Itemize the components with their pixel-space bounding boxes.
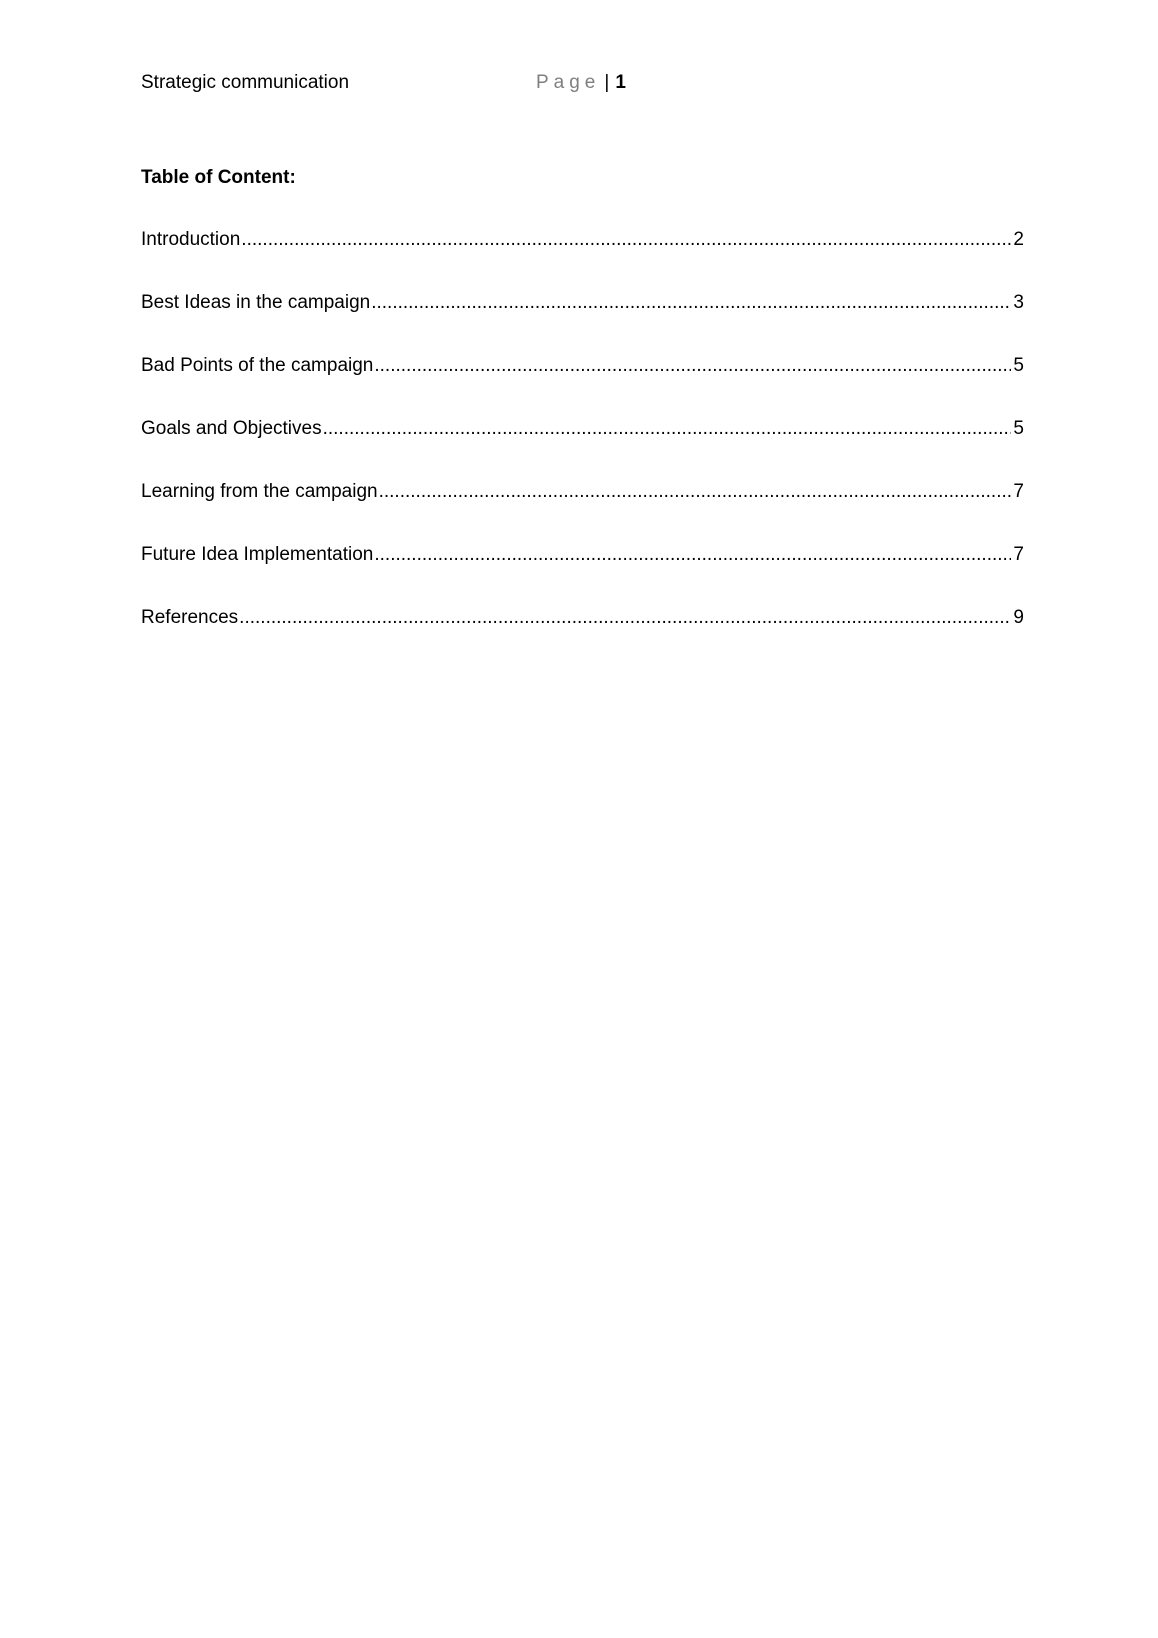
header-page-number: 1 <box>615 72 626 93</box>
toc-entry-label: References <box>141 607 239 628</box>
toc-entry-introduction[interactable] <box>141 226 1024 289</box>
toc-entry-page: 5 <box>1013 418 1024 439</box>
toc-entry-page: 7 <box>1013 481 1024 502</box>
toc-entry-label: Introduction <box>141 229 241 250</box>
toc-entry-page: 9 <box>1013 607 1024 628</box>
toc-dot-leader <box>374 352 1011 380</box>
header-page-indicator <box>536 68 626 98</box>
toc-entry-page: 2 <box>1013 229 1024 250</box>
toc-entry-learning[interactable] <box>141 478 1024 541</box>
toc-entry-label: Best Ideas in the campaign <box>141 292 371 313</box>
toc-heading: Table of Content: <box>141 167 296 188</box>
toc-list <box>141 226 1024 667</box>
toc-entry-references[interactable] <box>141 604 1024 667</box>
toc-dot-leader <box>379 478 1012 506</box>
toc-entry-label: Goals and Objectives <box>141 418 322 439</box>
header-page-separator: | <box>604 72 610 93</box>
toc-dot-leader <box>371 289 1011 317</box>
header-title: Strategic communication <box>141 72 350 93</box>
page-header <box>141 68 1021 98</box>
toc-dot-leader <box>241 226 1011 254</box>
toc-entry-future-idea[interactable] <box>141 541 1024 604</box>
toc-entry-page: 7 <box>1013 544 1024 565</box>
toc-entry-page: 3 <box>1013 292 1024 313</box>
toc-dot-leader <box>239 604 1011 632</box>
toc-entry-label: Learning from the campaign <box>141 481 378 502</box>
toc-dot-leader <box>374 541 1011 569</box>
toc-entry-label: Future Idea Implementation <box>141 544 374 565</box>
header-page-word: Page <box>536 72 601 93</box>
toc-entry-label: Bad Points of the campaign <box>141 355 374 376</box>
toc-entry-page: 5 <box>1013 355 1024 376</box>
toc-dot-leader <box>323 415 1012 443</box>
toc-entry-bad-points[interactable] <box>141 352 1024 415</box>
toc-entry-goals-objectives[interactable] <box>141 415 1024 478</box>
toc-entry-best-ideas[interactable] <box>141 289 1024 352</box>
